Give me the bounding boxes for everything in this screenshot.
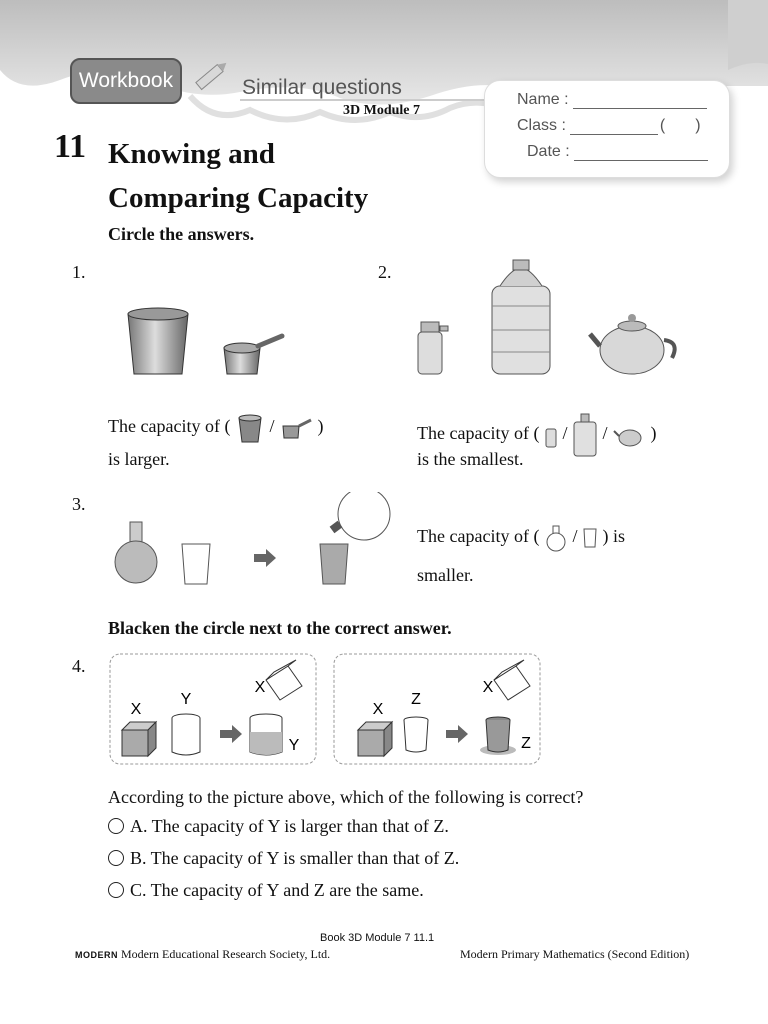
q3-images	[108, 492, 398, 592]
date-row	[527, 143, 708, 161]
q4-p1-label-x2: X	[254, 679, 266, 696]
q4-panel-1	[110, 654, 316, 764]
q3-text-before: The capacity of (	[417, 526, 540, 547]
chapter-title	[108, 132, 368, 220]
name-row	[517, 91, 707, 109]
class-field[interactable]	[570, 120, 658, 135]
q4-p2-label-x: X	[372, 701, 384, 718]
q1-text-after: )	[317, 416, 324, 437]
cube-x-icon	[122, 722, 156, 756]
q2-text-before: The capacity of (	[417, 423, 540, 444]
q1-images	[120, 300, 290, 384]
water-jug-icon	[492, 260, 550, 374]
q4-option-b-text: B. The capacity of Y is smaller than that of Z.	[130, 848, 460, 868]
q1-line2: is larger.	[108, 449, 170, 469]
footer-publisher	[75, 947, 330, 962]
radio-circle-b[interactable]	[108, 850, 124, 866]
date-field[interactable]	[574, 146, 708, 161]
q4-diagram	[108, 652, 546, 768]
filled-container-y-icon	[250, 714, 282, 755]
class-label: Class :	[517, 117, 566, 134]
name-field[interactable]	[573, 94, 707, 109]
round-flask-icon	[115, 522, 157, 583]
q2-slash2: /	[602, 423, 608, 444]
glass-icon-small[interactable]	[582, 527, 598, 549]
q4-p1-label-y: Y	[180, 691, 192, 708]
q4-panel-2	[334, 654, 540, 764]
q4-p2-label-x2: X	[482, 679, 494, 696]
q4-option-c[interactable]	[108, 880, 424, 901]
q4-number: 4.	[72, 656, 86, 676]
filled-glass-icon	[320, 544, 348, 584]
bucket-icon-small[interactable]	[235, 412, 265, 444]
q4-p1-label-y2: Y	[288, 737, 300, 754]
footer-book-title: Modern Primary Mathematics (Second Edition)	[460, 947, 690, 961]
glass-icon	[182, 544, 210, 584]
q4-p1-label-x: X	[130, 701, 142, 718]
footer-page-ref: Book 3D Module 7 11.1	[320, 932, 435, 944]
q2-images	[410, 256, 690, 380]
bucket-icon	[128, 308, 188, 374]
small-bottle-icon-small[interactable]	[544, 421, 558, 449]
q3-number: 3.	[72, 494, 86, 514]
q2-slash1: /	[562, 423, 568, 444]
pouring-flask-icon	[332, 492, 390, 540]
ladle-icon	[224, 336, 282, 374]
q4-option-a[interactable]	[108, 816, 449, 837]
q1-sentence	[108, 412, 323, 444]
student-info-card	[484, 80, 730, 178]
water-jug-icon-small[interactable]	[572, 412, 598, 458]
instruction-blacken: Blacken the circle next to the correct answer.	[108, 618, 452, 638]
q4-option-a-text: A. The capacity of Y is larger than that of Z.	[130, 816, 449, 836]
q2-number: 2.	[378, 262, 392, 282]
similar-questions-label: Similar questions	[242, 76, 402, 99]
workbook-tab: Workbook	[70, 58, 182, 104]
q4-p2-label-z: Z	[411, 691, 421, 708]
small-bottle-icon	[418, 322, 448, 374]
q3-sentence	[417, 524, 625, 552]
q1-slash: /	[269, 416, 275, 437]
chapter-title-line2: Comparing Capacity	[108, 182, 369, 214]
module-label: 3D Module 7	[343, 103, 420, 118]
radio-circle-a[interactable]	[108, 818, 124, 834]
q2-line2: is the smallest.	[417, 449, 524, 469]
container-z-icon	[404, 717, 428, 752]
q4-option-c-text: C. The capacity of Y and Z are the same.	[130, 880, 424, 900]
footer-publisher-text: Modern Educational Research Society, Ltd.	[121, 947, 331, 961]
class-number-open: (	[659, 117, 666, 134]
q1-text-before: The capacity of (	[108, 416, 231, 437]
teapot-icon	[590, 314, 675, 374]
cube-x-icon	[358, 722, 392, 756]
q3-line2: smaller.	[417, 565, 474, 585]
instruction-circle: Circle the answers.	[108, 224, 255, 244]
q2-text-after: )	[650, 423, 657, 444]
radio-circle-c[interactable]	[108, 882, 124, 898]
ladle-icon-small[interactable]	[279, 416, 313, 440]
teapot-icon-small[interactable]	[612, 423, 646, 447]
q3-text-after: ) is	[602, 526, 625, 547]
date-label: Date :	[527, 143, 570, 160]
round-flask-icon-small[interactable]	[544, 524, 568, 552]
name-label: Name :	[517, 91, 569, 108]
container-y-icon	[172, 714, 200, 755]
q4-p2-label-z2: Z	[521, 735, 531, 752]
chapter-number: 11	[54, 128, 87, 165]
q4-question: According to the picture above, which of the following is correct?	[108, 787, 584, 807]
q3-slash: /	[572, 526, 578, 547]
arrow-icon	[254, 549, 276, 567]
q4-option-b[interactable]	[108, 848, 459, 869]
class-row	[517, 117, 701, 135]
class-number-close: )	[695, 117, 701, 134]
modern-logo: MODERN	[75, 950, 118, 960]
chapter-title-line1: Knowing and	[108, 138, 275, 170]
q1-number: 1.	[72, 262, 86, 282]
